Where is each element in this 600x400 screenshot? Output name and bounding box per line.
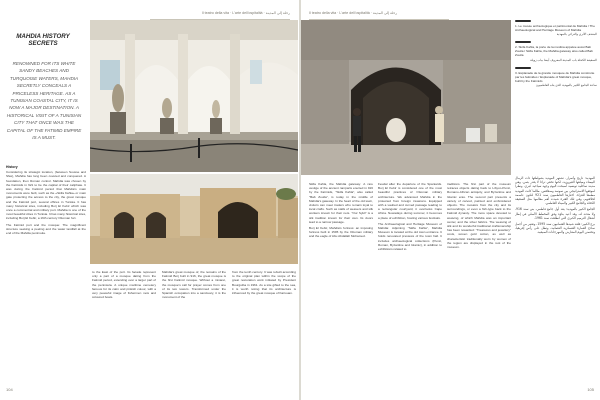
paragraph: traditions. The first part of the museum retraces objects dating back to Libyco-Punic, Romano-African antiquity, and Byzantine and Islamic eras. The second part presents a variety of carved, painted and embroidered objects. The mosaics from the city and its surroundings, or even a fish-type back to the Fatimid dynasty. The more space devoted to weaving, of which Mahdia was an important center, and the silver fabrics. The weaving of silk and its wonderful traditional craftsmanship has been rewarded: "Treasures and jewellery" costs, woven gold cotton, as well as characteristic traditionally worn by women of the region are displayed in the rest of the museum.: [447, 182, 511, 250]
caption-2-text: 2. Skifa Kahla, la porte de la médina appelée aussi Bab Zouila / Skifa Kahla, the Mahdia gateway also called Bab Zouila: [515, 45, 593, 58]
paragraph: from the tenth century. It was rebuilt according to the original plan within the scope of the great restoration work initiated by President Bourguiba in 1961. As a site gifted to the sea, it is worth noting that its architecture is influenced by the great mosque of Kairouan.: [232, 270, 296, 296]
courtyard-image: [90, 174, 298, 264]
caption-1: [515, 20, 597, 36]
caption-3: [515, 67, 597, 87]
caption-marker: [515, 20, 531, 22]
paragraph: Borj El Kebir, Mahdia's fortress: an imposing fortress built in 1595 by the Ottoman military and the eagle of Abu Abdallah Mohamed.: [309, 226, 373, 239]
caption-box: [515, 20, 597, 170]
page-number-left: 104: [6, 387, 13, 392]
caption-marker: [515, 67, 531, 69]
page-number-right: 105: [587, 387, 594, 392]
caption-2: [515, 41, 597, 61]
photo-courtyard: [90, 174, 298, 264]
left-page: [0, 0, 299, 400]
caption-3-text: 3. Esplanade de la grande mosquée de Mahdia construite par les fatimides / Esplanade of Mahdia's great mosque, built by the Fatimids: [515, 70, 595, 83]
paragraph: to the East of the port. Its facade represent only a part of a mosque dating from the Fatimid period, extending over a larger part of the peninsula. A unique maritime cemetery famous for its calm and pinkish colour, with a very peaceful image of fishermen nets and coloured boats.: [92, 270, 156, 300]
museum-interior-image: [90, 20, 298, 172]
paragraph: The Archaeological and Heritage Museum of Mahdia: Adjoining "Skifa Kahla", Mahdia Museum is located at the old town entrance. It holds renovated previews of the town hall. It includes archaeological collections (Punic, Roman, Byzantine and Islamic), in addition to exhibitions related to: [378, 221, 442, 252]
text-column-7: [447, 182, 511, 387]
paragraph: Mahdia's great mosque of, the remains of the Fatimid Borj built in 916, the great mosque is the first Fatimid mosque. Without a minaret, the mosque's call for prayer comes from one of its two towers. Transformed under the Spanish occupation into a sanctuary, it is the monument of the: [162, 270, 226, 300]
text-column-6: [378, 182, 442, 387]
text-column-3: [162, 270, 226, 388]
caption-1-arabic: المتحف الأثري والتراثي بالمهدية: [556, 32, 597, 37]
paragraph: The Fatimid port and the mosque: The magnificent structure seeking a peeling and the water landfall at the end of the Mahdia peninsula.: [6, 222, 86, 236]
paragraph: Skifa Kahla, the Mahdia gateway: A rare vestige of the ancient ramparts erected in 916 by the Fatimids, "Skifa Kahla", also called "Bab Zouila", is today in the middle of Mahdia's gateway. In the heart of the old town, visitors can meet traders who remain loyal to local crafts. Such as stalls of weavers and silk workers known for their nets. "Our Sykli" is a silk tradition known for their own. Its doors lead to a narrow passage.: [309, 182, 373, 224]
right-page: [301, 0, 600, 400]
arabic-paragraph: المهدية: تاريخ وأسرار. تشتهر المهدية بشواطئها ذات الرمال البيضاء ومياهها الفيروزية، لكنها تخفي تراثا لا يقدر بثمن. وهي مدينة ساحلية تونسية أصبحت اليوم وجهة سياحية كبرى. ونظرا لموقعها الاستراتيجي بين سوسة وصفاقس، طالما كانت المهدية مطمعا للغزاة. اختارها الفاطميون سنة 921 لتكون عاصمة لخلافتهم، وفي تلك الفترة شيدت أهم معالمها مثل السقيفة الكحلة والجامع الكبير والميناء الفاطمي.: [515, 176, 595, 206]
section-heading-history: History: [6, 165, 18, 169]
photo-skifa-kahla-gateway: [301, 20, 511, 175]
article-title: MAHDIA HISTORY SECRETS: [16, 33, 70, 48]
caption-2-arabic: السقيفة الكحلة باب المدينة المعروف أيضا بباب زويلة: [530, 57, 597, 62]
caption-1-text: 1. Le musée archéologique et patrimonial de Mahdia / The Archaeological and Heritage Museum of Mahdia: [515, 24, 595, 33]
caption-marker: [515, 41, 531, 43]
caption-3-arabic: ساحة الجامع الكبير بالمهدية الذي بناه الفاطميون: [535, 82, 597, 87]
text-column-5: [309, 182, 373, 387]
running-header-right: Il teatro della vita · L'arte dell'ospitalità · رحلة إلى المدينة: [309, 11, 398, 15]
paragraph: Considering its strategic location, (between Sousse and Sfax), Mahdia has long been coveted and conquered. A foundation, then Roman control. Mahdia was chosen by the Fatimids in 921 to be the capital of their caliphate. It was during the Fatimid period that Mahdia's main monuments were built, such as the «Skifa Kahla» or main gate protecting the access to the city, the great mosque and the Fatimid port, several offices in Tunisia. It has many historical sites, including Borj El Kebir which was once a commercial and military port. Mahdia is one of the most beautiful cities in Tunisia. It has many historical sites, including Borj El Kebir, a 16th century Ottoman fort.: [6, 170, 86, 221]
arabic-paragraph: برج الكبير: قلعة شيدها العثمانيون سنة 1595، وتعتبر من أجمل نماذج العمارة العسكرية العثمانية، وتطل على رأس إفريقيا، وتحتضن اليوم المعارض والمهرجانات الصيفية.: [515, 222, 595, 235]
arabic-paragraph: الجامع الكبير بالمهدية: يعد أول جامع فاطمي، بني سنة 916، ولا مئذنة له. وقد أعيد بناؤه وفق المخطط الأصلي في إطار أشغال الترميم الكبرى التي انطلقت سنة 1961.: [515, 207, 595, 220]
gateway-image: [301, 20, 511, 175]
pull-quote: RENOWNED FOR ITS WHITE SANDY BEACHES AND TURQUOISE WATERS, MAHDIA SECRETLY CONCEALS A PRICELESS HERITAGE. AS A TUNISIAN COASTAL CITY, IT IS NOW A MAJOR DESTINATION. A HISTORICAL VISIT OF A TUNISIAN CITY THAT ONCE WAS THE CAPITAL OF THE FATIMID EMPIRE IS A MUST.: [6, 61, 82, 141]
arabic-text-column: [515, 176, 595, 387]
text-column-1: [6, 165, 86, 387]
running-header-left: Il teatro della vita · L'arte dell'ospitalità · رحلة إلى المدينة: [201, 11, 290, 15]
text-column-2: [92, 270, 156, 388]
text-column-4: [232, 270, 296, 388]
paragraph: Feudal after the departure of the Spaniards. Borj El Kebir is considered one of the most beautiful practices of Ottoman military architecture. We advanced Mahdia in the protected from foreign invasions. Equipped with a vaulted and curved passage leading to a rectangular courtyard, it overlooks Cape Africa. Nowadays during summer, it becomes a place of exhibition, hosting various festivals.: [378, 182, 442, 220]
photo-museum-interior: [90, 20, 298, 172]
